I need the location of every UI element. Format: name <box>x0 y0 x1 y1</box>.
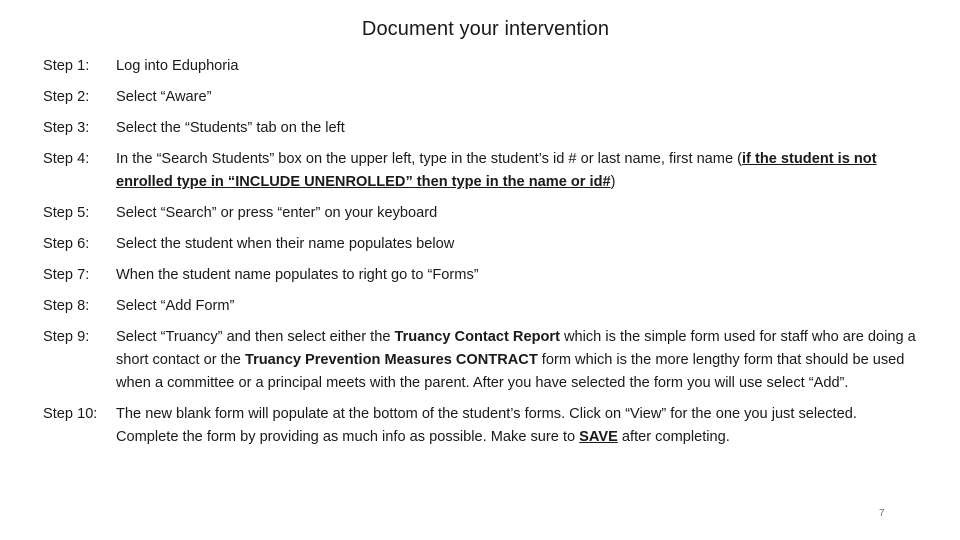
step-1 <box>43 55 923 78</box>
unenrolled-note: if the student is not enrolled type in “INCLUDE UNENROLLED” then type in the name or id# <box>116 151 877 190</box>
step-text <box>116 148 923 194</box>
step-text: Log into Eduphoria <box>116 58 239 74</box>
step-text-part: which is the simple form used for staff who are doing a short contact or the <box>116 329 916 368</box>
step-text: When the student name populates to right go to “Forms” <box>116 267 479 283</box>
step-text-part: In the “Search Students” box on the upper left, type in the student’s id # or last name, first name ( <box>116 151 742 167</box>
step-label: Step 6: <box>43 236 90 252</box>
step-text-part: after completing. <box>617 429 730 445</box>
page-number: 7 <box>879 508 885 519</box>
steps-list <box>43 55 923 457</box>
save-emphasis: SAVE <box>579 429 618 445</box>
step-label: Step 4: <box>43 151 90 167</box>
step-4 <box>43 148 923 194</box>
step-text-part: form which is the more lengthy form that should be used when a committee or a principal meets with the parent. After you have selected the form you will use select “Add”. <box>116 352 905 391</box>
step-label: Step 2: <box>43 89 90 105</box>
step-9 <box>43 326 923 395</box>
step-label: Step 5: <box>43 205 90 221</box>
step-text: Select “Search” or press “enter” on your keyboard <box>116 205 438 221</box>
step-text: Select the student when their name populates below <box>116 236 455 252</box>
step-label: Step 9: <box>43 329 90 345</box>
step-label: Step 3: <box>43 120 90 136</box>
truancy-contact-report-term: Truancy Contact Report <box>394 329 560 345</box>
step-label: Step 8: <box>43 298 90 314</box>
step-8 <box>43 295 923 318</box>
step-3 <box>43 117 923 140</box>
step-label: Step 10: <box>43 406 98 422</box>
step-5 <box>43 202 923 225</box>
step-text <box>116 326 923 395</box>
step-text: Select “Aware” <box>116 89 212 105</box>
step-label: Step 7: <box>43 267 90 283</box>
truancy-prevention-contract-term: Truancy Prevention Measures CONTRACT <box>244 352 538 368</box>
step-text <box>116 403 923 449</box>
step-text-part: Select “Truancy” and then select either the <box>116 329 395 345</box>
step-7 <box>43 264 923 287</box>
step-2 <box>43 86 923 109</box>
step-text: Select the “Students” tab on the left <box>116 120 345 136</box>
step-label: Step 1: <box>43 58 90 74</box>
page-title: Document your intervention <box>361 18 610 40</box>
step-text-part: The new blank form will populate at the bottom of the student’s forms. Click on “View” for the one you just selected. Complete the form by providing as much info as possible. Make sure to <box>116 406 857 445</box>
step-text-part: ) <box>610 174 616 190</box>
step-6 <box>43 233 923 256</box>
step-text: Select “Add Form” <box>116 298 235 314</box>
step-10 <box>43 403 923 449</box>
